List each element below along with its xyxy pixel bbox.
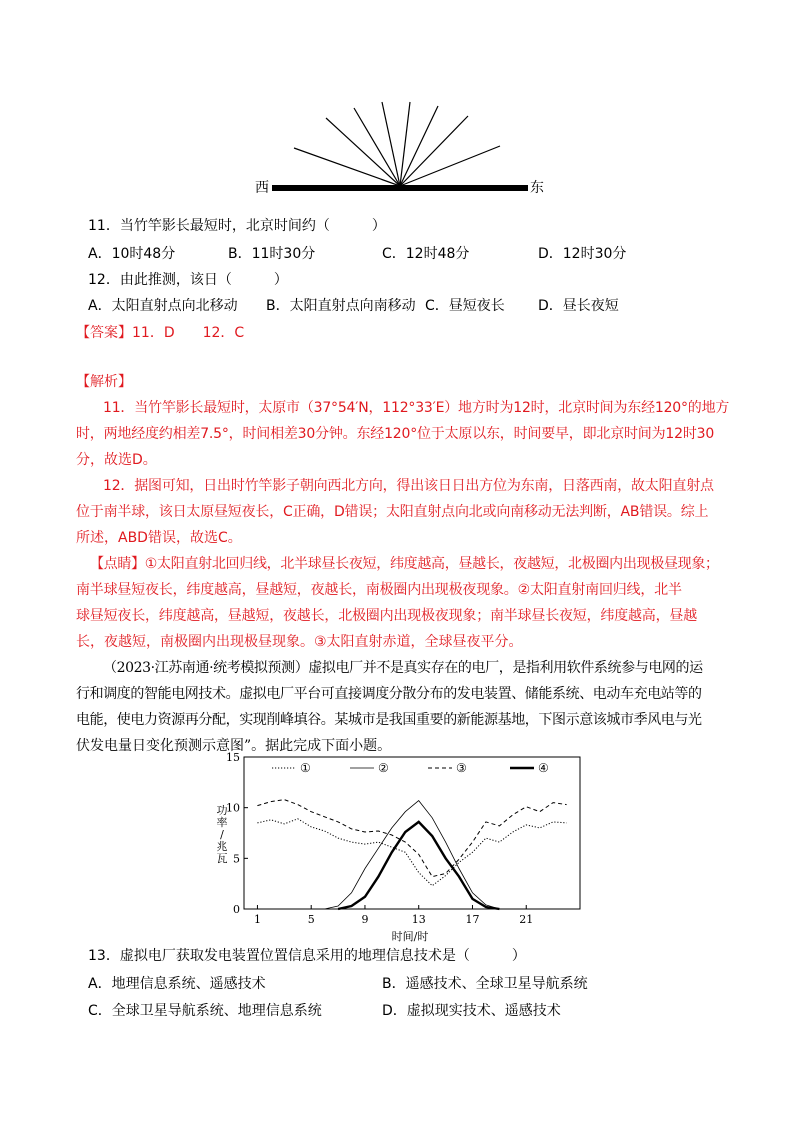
shadow-ray bbox=[400, 116, 468, 186]
q13-option-c[interactable]: C．全球卫星导航系统、地理信息系统 bbox=[88, 1003, 322, 1019]
shadow-ray bbox=[294, 148, 400, 186]
q12-option-b[interactable]: B．太阳直射点向南移动 bbox=[266, 298, 416, 314]
shadow-ray bbox=[382, 102, 400, 186]
x-tick-label: 21 bbox=[519, 913, 534, 926]
x-tick-label: 5 bbox=[307, 913, 315, 926]
y-label-char: 功 bbox=[216, 804, 228, 817]
analysis-line: 12．据图可知，日出时竹竿影子朝向西北方向，得出该日日出方位为东南，日落西南，故太阳直射点 bbox=[103, 478, 714, 494]
q12-option-a[interactable]: A．太阳直射点向北移动 bbox=[88, 298, 238, 314]
x-tick-label: 13 bbox=[411, 913, 426, 926]
q13-option-d[interactable]: D．虚拟现实技术、遥感技术 bbox=[382, 1003, 561, 1019]
chart-legend bbox=[272, 761, 549, 775]
analysis-line: 11．当竹竿影长最短时，太原市（37°54′N，112°33′E）地方时为12时，北京时间为东经120°的地方 bbox=[103, 400, 730, 416]
legend-label: ① bbox=[300, 761, 311, 775]
x-tick-label: 1 bbox=[253, 913, 261, 926]
plot-frame bbox=[244, 757, 580, 909]
q12-stem: 12．由此推测，该日（ ） bbox=[88, 272, 288, 288]
y-axis-label bbox=[217, 803, 228, 865]
x-tick-label: 17 bbox=[465, 913, 480, 926]
y-label-char: 率 bbox=[216, 816, 228, 829]
series-lines bbox=[257, 800, 566, 909]
shadow-ray bbox=[400, 146, 500, 186]
y-tick-label: 10 bbox=[226, 801, 240, 815]
q12-option-c[interactable]: C．昼短夜长 bbox=[425, 298, 505, 314]
y-tick-label: 5 bbox=[233, 852, 240, 866]
shadow-ray bbox=[400, 102, 410, 186]
power-chart bbox=[210, 750, 590, 945]
legend-label: ② bbox=[378, 761, 389, 775]
q11-option-a[interactable]: A．10时48分 bbox=[88, 246, 176, 262]
shadow-ray bbox=[326, 118, 400, 186]
shadow-ray bbox=[354, 108, 400, 186]
series-line-2 bbox=[311, 801, 513, 909]
y-label-char: / bbox=[220, 828, 224, 841]
x-tick-label: 9 bbox=[361, 913, 369, 926]
series-line-3 bbox=[257, 800, 566, 877]
q11-option-d[interactable]: D．12时30分 bbox=[538, 246, 627, 262]
east-label: 东 bbox=[530, 180, 544, 196]
y-label-char: 兆 bbox=[216, 840, 228, 853]
tip-line: 【点睛】①太阳直射北回归线，北半球昼长夜短，纬度越高，昼越长，夜越短，北极圈内出现极昼现象； bbox=[90, 556, 719, 572]
y-tick-label: 0 bbox=[233, 903, 240, 916]
shadow-ray bbox=[400, 106, 438, 186]
ground-bar bbox=[272, 185, 528, 191]
tip-line: 球昼短夜长，纬度越高，昼越短，夜越长，北极圈内出现极夜现象；南半球昼长夜短，纬度越高，昼越 bbox=[76, 608, 697, 624]
legend-label: ③ bbox=[456, 761, 467, 775]
passage-line: 行和调度的智能电网技术。虚拟电厂平台可直接调度分散分布的发电装置、储能系统、电动车充电站等的 bbox=[76, 686, 702, 702]
analysis-title: 【解析】 bbox=[76, 374, 132, 390]
shadow-rays bbox=[294, 102, 500, 186]
tip-line: 长，夜越短，南极圈内出现极昼现象。③太阳直射赤道，全球昼夜平分。 bbox=[76, 634, 523, 650]
passage-line: 电能，使电力资源再分配，实现削峰填谷。某城市是我国重要的新能源基地，下图示意该城市季风电与光 bbox=[76, 712, 702, 728]
y-label-char: 瓦 bbox=[216, 852, 228, 865]
west-label: 西 bbox=[255, 180, 269, 196]
q13-option-b[interactable]: B．遥感技术、全球卫星导航系统 bbox=[382, 976, 588, 992]
y-tick-label: 15 bbox=[226, 751, 240, 764]
passage-line: （2023·江苏南通·统考模拟预测）虚拟电厂并不是真实存在的电厂，是指利用软件系统参与电网的运 bbox=[103, 660, 703, 676]
q13-stem: 13．虚拟电厂获取发电装置位置信息采用的地理信息技术是（ ） bbox=[88, 948, 526, 964]
q11-option-b[interactable]: B．11时30分 bbox=[228, 246, 316, 262]
analysis-line: 时，两地经度约相差7.5°，时间相差30分钟。东经120°位于太原以东，时间要早，即北京时间为12时30 bbox=[76, 426, 715, 442]
shadow-diagram bbox=[250, 100, 550, 200]
q11-stem: 11．当竹竿影长最短时，北京时间约（ ） bbox=[88, 218, 386, 234]
tip-line: 南半球昼短夜长，纬度越高，昼越短，夜越长，南极圈内出现极夜现象。②太阳直射南回归线，北半 bbox=[76, 582, 682, 598]
q13-option-a[interactable]: A．地理信息系统、遥感技术 bbox=[88, 976, 266, 992]
answer-line: 【答案】11．D 12．C bbox=[76, 325, 245, 341]
y-axis bbox=[226, 751, 248, 916]
q12-option-d[interactable]: D．昼长夜短 bbox=[538, 298, 619, 314]
analysis-line: 位于南半球，该日太原昼短夜长，C正确，D错误；太阳直射点向北或向南移动无法判断，AB错误。综上 bbox=[76, 504, 709, 520]
q11-option-c[interactable]: C．12时48分 bbox=[382, 246, 470, 262]
x-axis-label: 时间/时 bbox=[391, 930, 429, 943]
series-line-1 bbox=[257, 819, 566, 886]
analysis-line: 所述，ABD错误，故选C。 bbox=[76, 530, 242, 546]
series-line-4 bbox=[338, 822, 499, 909]
analysis-line: 分，故选D。 bbox=[76, 452, 157, 468]
passage-line: 伏发电量日变化预测示意图”。据此完成下面小题。 bbox=[76, 738, 392, 754]
legend-label: ④ bbox=[538, 761, 549, 775]
